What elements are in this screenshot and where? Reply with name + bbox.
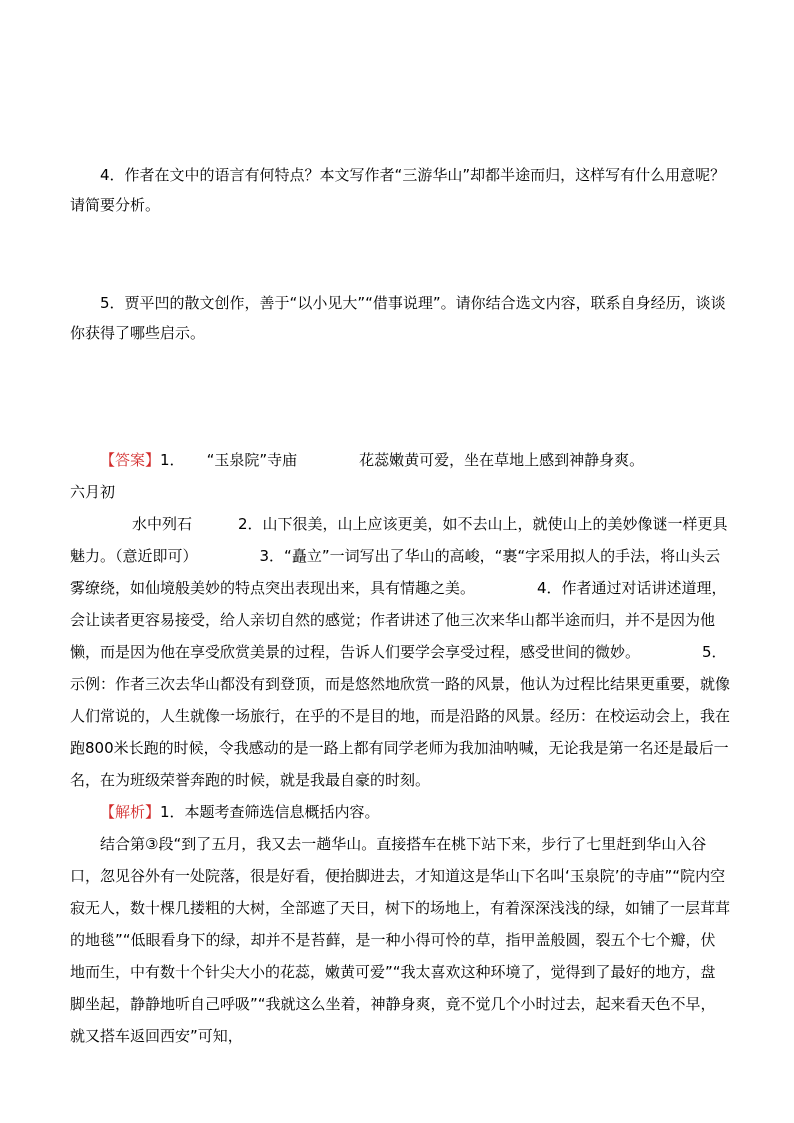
answer-2: 2．山下很美，山上应该更美，如不去山上，就使山上的美妙像谜一样更具魅力。（意近即可）: [70, 515, 728, 565]
question-4: [70, 160, 730, 220]
answer-4: 4．作者通过对话讲述道理，会让读者更容易接受，给人亲切自然的感觉；作者讲述了他三次来华山都半途而归，并不是因为他懒，而是因为他在享受欣赏美景的过程，告诉人们要学会享受过程，感受世间的微妙。: [70, 579, 727, 661]
answer-5: 5．示例：作者三次去华山都没有到登顶，而是悠然地欣赏一路的风景，他认为过程比结果更重要，就像人们常说的，人生就像一场旅行，在乎的不是目的地，而是沿路的风景。经历：在校运动会上，我在跑800米长跑的时候，令我感动的是一路上都有同学老师为我加油呐喊，无论我是第一名还是最后一名，在为班级荣誉奔跑的时候，就是我最自豪的时刻。: [70, 643, 731, 789]
answer-1-part-1: “玉泉院”寺庙: [206, 451, 298, 469]
analysis-body: 结合第③段“到了五月，我又去一趟华山。直接搭车在桃下站下来，步行了七里赶到华山入谷口，忽见谷外有一处院落，很是好看，便抬脚进去，才知道这是华山下名叫‘玉泉院’的寺庙”“院内空寂无人，数十棵几搂粗的大树，全部遮了天日，树下的场地上，有着深深浅浅的绿，如铺了一层茸茸的地毯”“低眼看身下的绿，却并不是苔藓，是一种小得可怜的草，指甲盖般圆，裂五个七个瓣，伏地而生，中有数十个针尖大小的花蕊，嫩黄可爱”“我太喜欢这种环境了，觉得到了最好的地方，盘脚坐起，静静地听自己呼吸”“我就这么坐着，神静身爽，竟不觉几个小时过去，起来看天色不早，就又搭车返回西安”可知，: [70, 835, 731, 1045]
question-4-text: 4．作者在文中的语言有何特点？本文写作者“三游华山”却都半途而归，这样写有什么用意呢？请简要分析。: [70, 166, 726, 214]
answer-1-part-2: 花蕊嫩黄可爱，坐在草地上感到神静身爽。: [359, 451, 645, 469]
answer-1-part-4: 水中列石: [132, 515, 193, 533]
analysis-lead: 1．本题考查筛选信息概括内容。: [160, 803, 380, 821]
answer-3: 3．“矗立”一词写出了华山的高峻，“裹“字采用拟人的手法，将山头云雾缭绕，如仙境般美妙的特点突出表现出来，具有情趣之美。: [70, 547, 721, 597]
answer-1-part-3: 六月初: [70, 483, 116, 501]
question-5-text: 5．贾平凹的散文创作，善于“以小见大”“借事说理”。请你结合选文内容，联系自身经历，谈谈你获得了哪些启示。: [70, 294, 726, 342]
question-5: [70, 288, 730, 348]
analysis-tag: 【解析】: [100, 803, 161, 821]
answer-1-number: 1．: [160, 451, 185, 469]
answer-tag: 【答案】: [100, 451, 161, 469]
answer-section: [70, 444, 730, 796]
analysis-section: [70, 796, 730, 1052]
